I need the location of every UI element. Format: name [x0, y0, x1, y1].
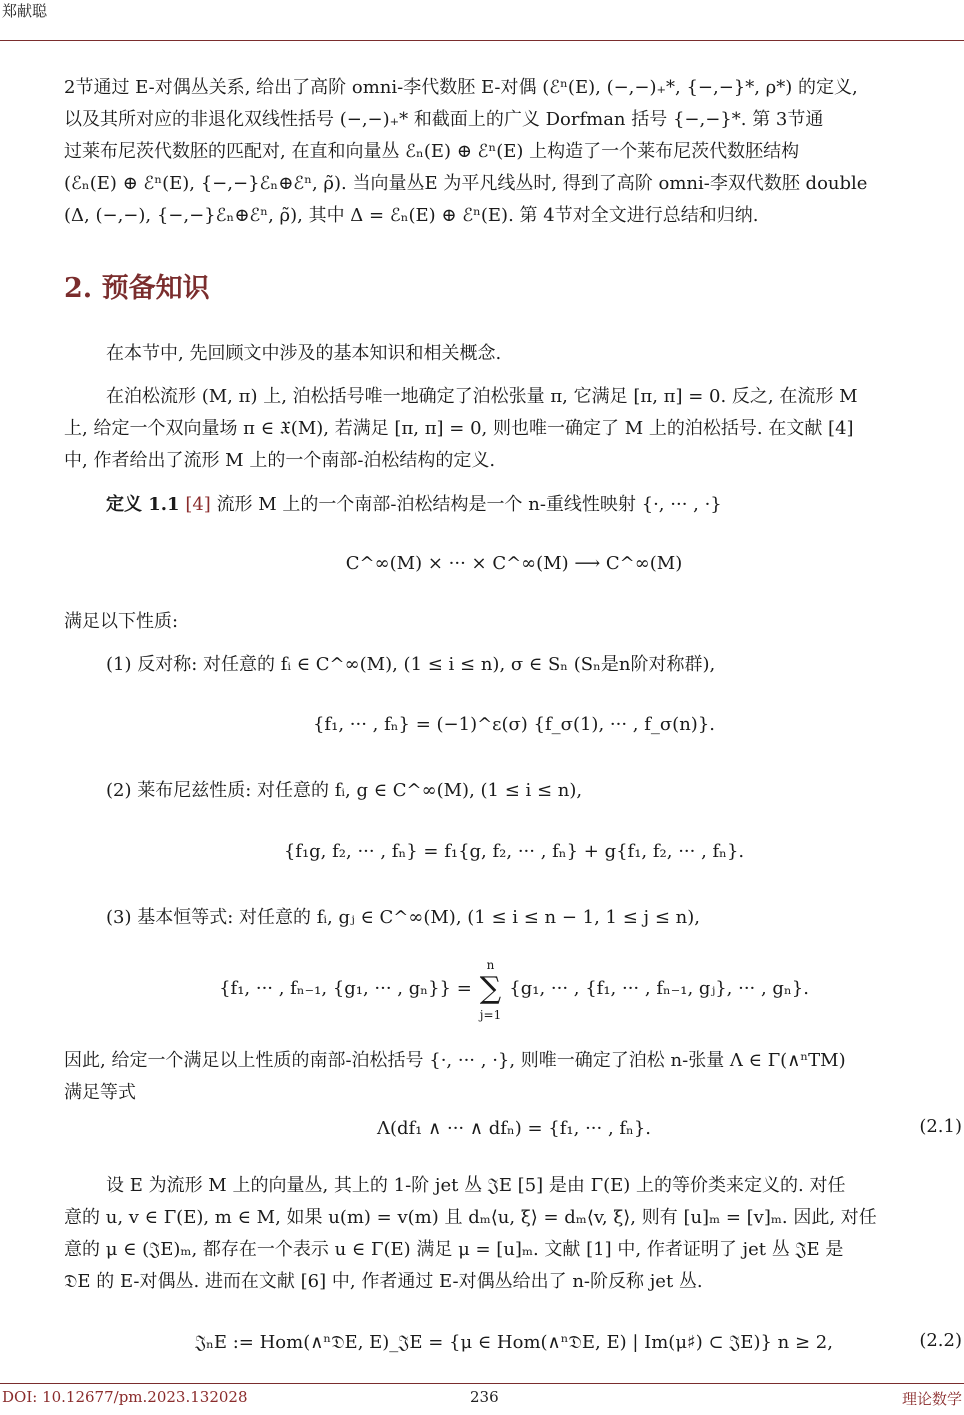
page-number: 236 — [470, 1388, 499, 1406]
definition-block — [106, 489, 964, 521]
page-header — [0, 0, 964, 41]
paragraph-line: 因此, 给定一个满足以上性质的南部-泊松括号 {·, ··· , ·}, 则唯一确定了泊松 n-张量 Λ ∈ Γ(∧ⁿTM) — [64, 1050, 846, 1071]
journal-link[interactable]: 理论数学 — [901, 1390, 962, 1408]
property-1-equation: {f₁, ··· , fₙ} = (−1)^ε(σ) {f_σ(1), ··· , f_σ(n)}. — [312, 714, 715, 735]
satisfy-text: 满足以下性质: — [64, 611, 179, 632]
property-3-text: (3) 基本恒等式: 对任意的 fᵢ, gⱼ ∈ C^∞(M), (1 ≤ i ≤ n − 1, 1 ≤ j ≤ n), — [106, 907, 700, 928]
sum-upper-limit: n — [486, 958, 495, 972]
property-2-equation: {f₁g, f₂, ··· , fₙ} = f₁{g, f₂, ··· , fₙ} + g{f₁, f₂, ··· , fₙ}. — [283, 841, 745, 862]
equation-2-1 — [64, 1116, 964, 1142]
paragraph-line: 设 E 为流形 M 上的向量丛, 其上的 1-阶 jet 丛 𝔍E [5] 是由 Γ(E) 上的等价类来定义的. 对任 — [106, 1175, 846, 1196]
intro-paragraph — [64, 72, 964, 232]
paragraph-line: 意的 u, v ∈ Γ(E), m ∈ M, 如果 u(m) = v(m) 且 dₘ⟨u, ξ⟩ = dₘ⟨v, ξ⟩, 则有 [u]ₘ = [v]ₘ. 因此, 对任 — [64, 1207, 877, 1228]
equation-number: (2.1) — [919, 1116, 962, 1137]
equation-number: (2.2) — [919, 1330, 962, 1351]
header-author: 郑献聪 — [2, 2, 48, 20]
equation-right: {g₁, ··· , {f₁, ··· , fₙ₋₁, gⱼ}, ··· , gₙ}. — [509, 978, 809, 999]
intro-line: (Δ, (−,−), {−,−}ℰₙ⊕ℰⁿ, ρ̃), 其中 Δ = ℰₙ(E) ⊕ ℰⁿ(E). 第 4节对全文进行总结和归纳. — [64, 205, 759, 226]
paragraph-line: 上, 给定一个双向量场 π ∈ 𝔛(M), 若满足 [π, π] = 0, 则也唯一确定了 M 上的泊松括号. 在文献 [4] — [64, 418, 854, 439]
sum-lower-limit: j=1 — [479, 1008, 502, 1022]
intro-line: 过莱布尼茨代数胚的匹配对, 在直和向量丛 ℰₙ(E) ⊕ ℰⁿ(E) 上构造了一个莱布尼茨代数胚结构 — [64, 141, 800, 162]
equation-2-2 — [64, 1330, 964, 1356]
equation-map: C^∞(M) × ··· × C^∞(M) ⟶ C^∞(M) — [345, 553, 683, 574]
sum-symbol: ∑ — [479, 971, 502, 1006]
citation-link[interactable]: [4] — [185, 494, 211, 515]
intro-line: 2节通过 E-对偶丛关系, 给出了高阶 omni-李代数胚 E-对偶 (ℰⁿ(E), (−,−)₊*, {−,−}*, ρ*) 的定义, — [64, 77, 858, 98]
paragraph-intro-recall: 在本节中, 先回顾文中涉及的基本知识和相关概念. — [106, 343, 502, 364]
paragraph-line: 𝔇E 的 E-对偶丛. 进而在文献 [6] 中, 作者通过 E-对偶丛给出了 n-阶反称 jet 丛. — [64, 1271, 703, 1292]
property-2-text: (2) 莱布尼兹性质: 对任意的 fᵢ, g ∈ C^∞(M), (1 ≤ i ≤ n), — [106, 780, 583, 801]
page-footer — [0, 1383, 964, 1415]
intro-line: (ℰₙ(E) ⊕ ℰⁿ(E), {−,−}ℰₙ⊕ℰⁿ, ρ̃). 当向量丛E 为平凡线丛时, 得到了高阶 omni-李双代数胚 double — [64, 173, 868, 194]
property-1-text: (1) 反对称: 对任意的 fᵢ ∈ C^∞(M), (1 ≤ i ≤ n), σ ∈ Sₙ (Sₙ是n阶对称群), — [106, 654, 716, 675]
equation-body: Λ(df₁ ∧ ··· ∧ dfₙ) = {f₁, ··· , fₙ}. — [376, 1118, 652, 1139]
paragraph-line: 意的 μ ∈ (𝔍E)ₘ, 都存在一个表示 u ∈ Γ(E) 满足 μ = [u]ₘ. 文献 [1] 中, 作者证明了 jet 丛 𝔍E 是 — [64, 1239, 844, 1260]
property-3-equation — [64, 958, 964, 1024]
equation-left: {f₁, ··· , fₙ₋₁, {g₁, ··· , gₙ}} = — [219, 978, 472, 999]
paragraph-tensor — [64, 1045, 964, 1109]
definition-label: 定义 1.1 — [106, 494, 180, 515]
paragraph-poisson — [64, 381, 964, 477]
paragraph-line: 中, 作者给出了流形 M 上的一个南部-泊松结构的定义. — [64, 450, 496, 471]
summation — [478, 958, 504, 1024]
paragraph-jet — [64, 1170, 964, 1298]
doi-link[interactable]: DOI: 10.12677/pm.2023.132028 — [2, 1388, 248, 1406]
paragraph-line: 满足等式 — [64, 1082, 136, 1103]
intro-line: 以及其所对应的非退化双线性括号 (−,−)₊* 和截面上的广义 Dorfman 括号 {−,−}*. 第 3节通 — [64, 109, 824, 130]
equation-body: 𝔍ₙE := Hom(∧ⁿ𝔇E, E)_𝔍E = {μ ∈ Hom(∧ⁿ𝔇E, E) | Im(μ♯) ⊂ 𝔍E)} n ≥ 2, — [195, 1332, 833, 1353]
paragraph-line: 在泊松流形 (M, π) 上, 泊松括号唯一地确定了泊松张量 π, 它满足 [π, π] = 0. 反之, 在流形 M — [106, 386, 858, 407]
section-title: 2. 预备知识 — [64, 273, 210, 304]
definition-text: 流形 M 上的一个南部-泊松结构是一个 n-重线性映射 {·, ··· , ·} — [216, 494, 722, 515]
